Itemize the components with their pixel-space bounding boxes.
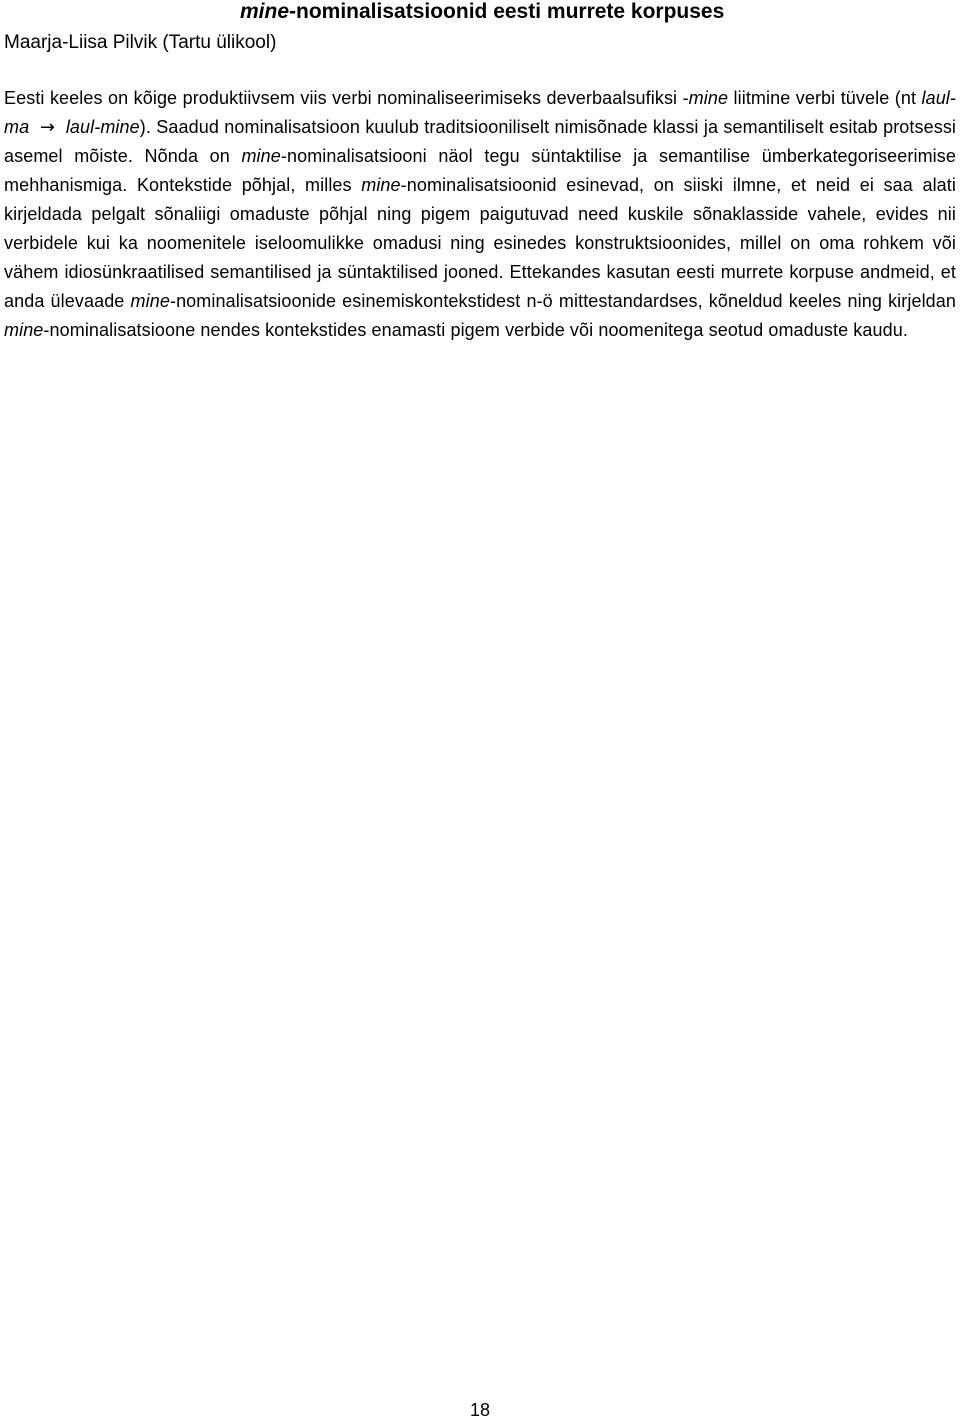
page-number: 18 — [469, 1400, 491, 1420]
abstract-text: Eesti keeles on kõige produktiivsem viis verbi nominaliseerimiseks deverbaalsufiksi - — [4, 88, 689, 108]
abstract-text: -nominalisatsioonide esinemiskontekstidest n-ö mittestandardses, kõneldud keeles ning kirjeldan — [169, 291, 956, 311]
italic-term: mine — [241, 146, 281, 166]
title-italic-term: mine — [240, 0, 290, 23]
abstract-text: -nominalisatsioonid esinevad, on siiski ilmne, et neid ei saa alati kirjeldada pelgalt sõnaliigi omaduste põhjal ning pigem paigutuvad need kuskile sõnaklasside vahele, evides nii verbidele kui ka noomenitele iseloomulikke omadusi ning esinedes konstruktsioonides, millel on oma rohkem või vähem idiosünkraatilised semantilised ja süntaktilised jooned. Ettekandes kasutan eesti murrete korpuse andmeid, et anda ülevaade — [4, 175, 956, 311]
italic-term: mine — [4, 320, 44, 340]
abstract-text: -nominalisatsiooni näol tegu süntaktilise ja semantilise ümberkategoriseerimise mehhanismiga. Kontekstide põhjal, milles — [4, 146, 956, 195]
abstract-body — [4, 84, 956, 345]
italic-term: laul-mine — [65, 117, 140, 137]
abstract-text: -nominalisatsioone nendes kontekstides enamasti pigem verbide või noomenitega seotud omaduste kaudu. — [43, 320, 908, 340]
italic-term: laul-ma — [4, 88, 956, 137]
arrow-icon: → — [39, 117, 56, 138]
abstract-paragraph — [4, 84, 956, 345]
author-affiliation: Maarja-Liisa Pilvik (Tartu ülikool) — [4, 32, 277, 53]
abstract-text: ). Saadud nominalisatsioon kuulub traditsiooniliselt nimisõnade klassi ja semantiliselt esitab protsessi asemel mõiste. Nõnda on — [4, 117, 957, 166]
italic-term: mine — [688, 88, 729, 108]
paper-title — [240, 0, 724, 24]
italic-term: mine — [130, 291, 170, 311]
title-text: -nominalisatsioonid eesti murrete korpuses — [289, 0, 725, 23]
abstract-text: liitmine verbi tüvele (nt — [728, 88, 922, 108]
italic-term: mine — [361, 175, 401, 195]
